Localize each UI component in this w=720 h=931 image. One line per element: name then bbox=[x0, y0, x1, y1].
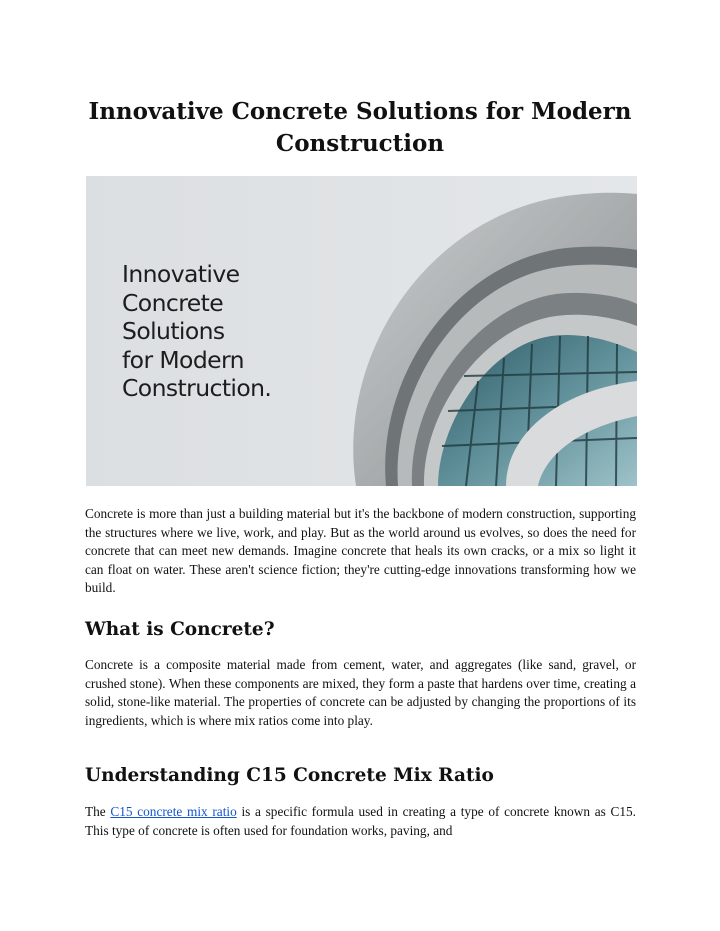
intro-paragraph: Concrete is more than just a building material but it's the backbone of modern construction, supporting the structures where we live, work, and play. But as the world around us evolves, so does the need for concrete that can meet new demands. Imagine concrete that heals its own cracks, or a mix so light it can float on water. These aren't science fiction; they're cutting-edge innovations transforming how we build. bbox=[85, 506, 636, 595]
hero-caption-line: for Modern bbox=[122, 345, 244, 374]
c15-body-end: is a specific formula used in creating a type of concrete known as C15. This type of concrete is often used for foundation works, paving, and bbox=[85, 804, 637, 838]
hero-caption-line: Solutions bbox=[122, 317, 225, 345]
section-body-what-is-concrete: Concrete is a composite material made from cement, water, and aggregates (like sand, gravel, or crushed stone). When these components are mixed, they form a paste that hardens over time, creating a solid, stone-like material. The properties of concrete can be adjusted by changing the proportions of its ingredients, which is where mix ratios come into play. bbox=[85, 657, 636, 728]
hero-image bbox=[86, 176, 637, 486]
hero-caption-line: Concrete bbox=[122, 288, 224, 317]
hero-caption bbox=[122, 260, 271, 403]
c15-body-start: The bbox=[85, 804, 111, 819]
c15-mix-ratio-link[interactable]: C15 concrete mix ratio bbox=[110, 804, 237, 819]
section-heading-c15: Understanding C15 Concrete Mix Ratio bbox=[85, 765, 494, 786]
section-body-c15 bbox=[85, 803, 636, 840]
hero-caption-line: Construction. bbox=[122, 374, 272, 402]
section-heading-what-is-concrete: What is Concrete? bbox=[85, 619, 275, 640]
page-title: Innovative Concrete Solutions for Modern Construction bbox=[88, 98, 632, 157]
hero-caption-line: Innovative bbox=[122, 260, 240, 288]
